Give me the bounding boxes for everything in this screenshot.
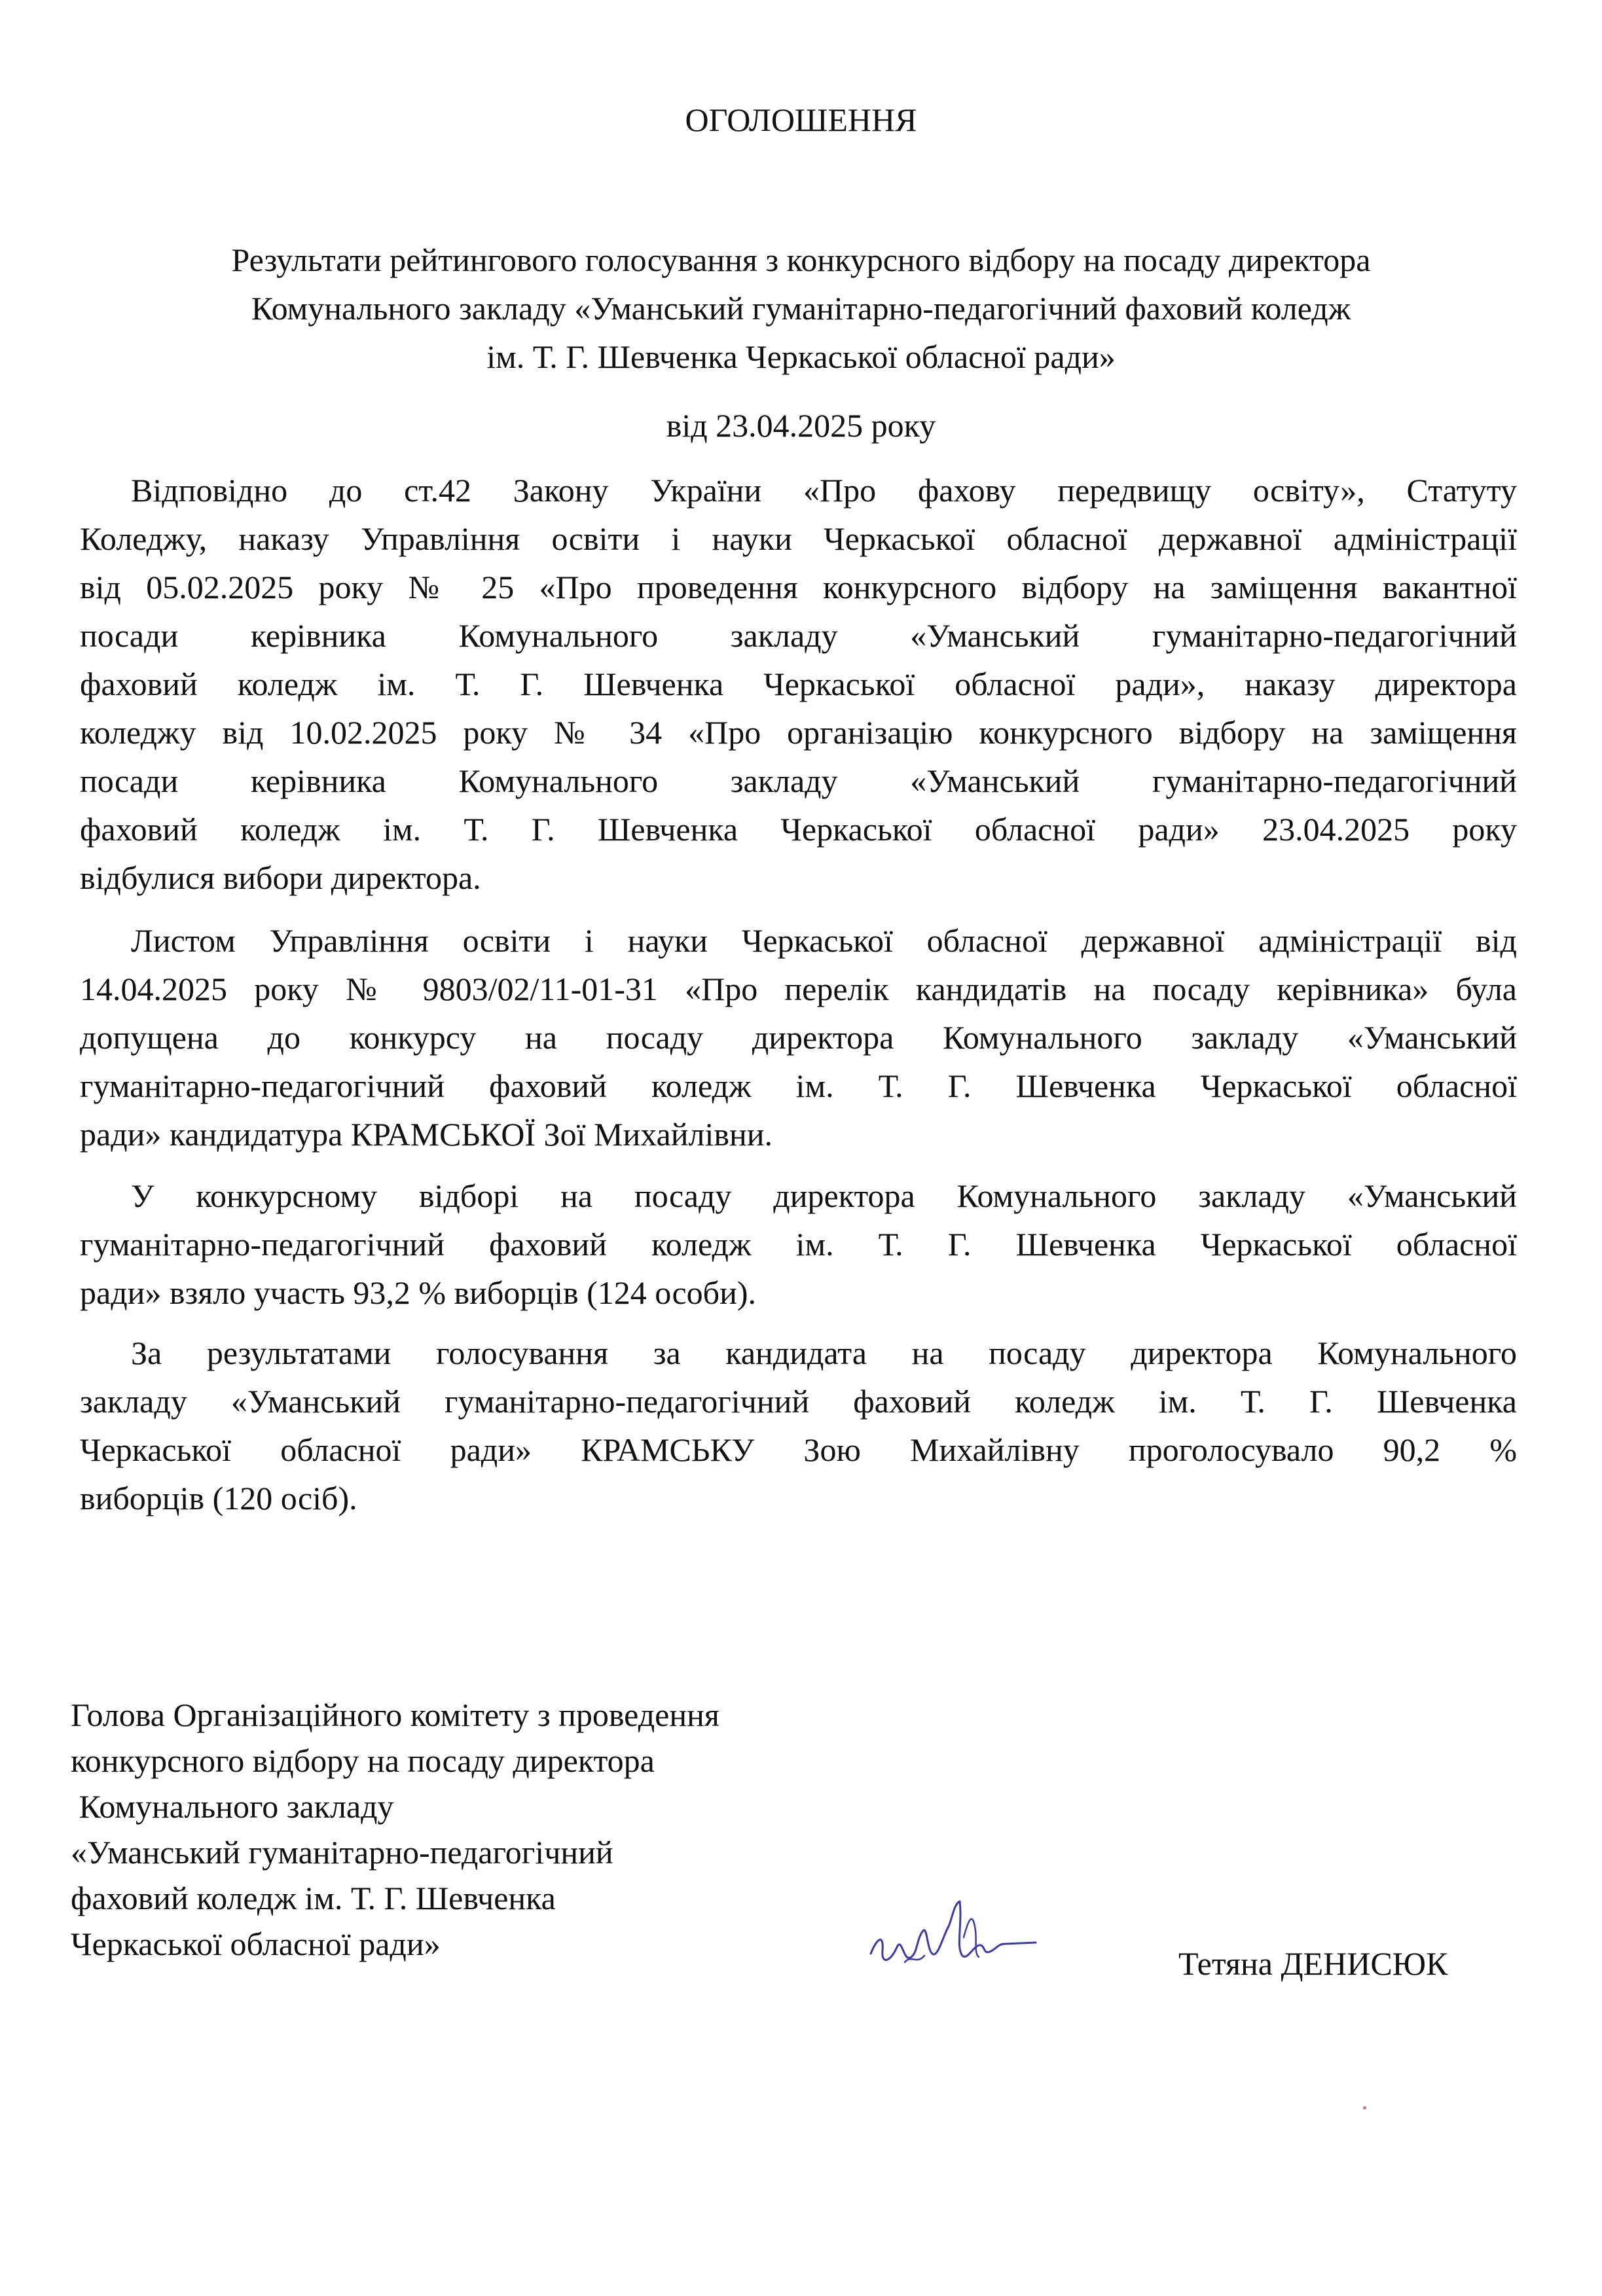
paragraph-line: посади керівника Комунального закладу «Уманський гуманітарно-педагогічний <box>80 762 1517 799</box>
document-date: від 23.04.2025 року <box>666 407 936 444</box>
paragraph-line: виборців (120 осіб). <box>80 1480 357 1516</box>
signatory-position-line: Комунального закладу <box>71 1788 394 1825</box>
paragraph-line: Коледжу, наказу Управління освіти і науки Черкаської обласної державної адміністрації <box>80 520 1517 557</box>
paragraph-line: закладу «Уманський гуманітарно-педагогічний фаховий коледж ім. Т. Г. Шевченка <box>80 1383 1517 1420</box>
paragraph-line: Відповідно до ст.42 Закону України «Про фахову передвищу освіту», Статуту <box>131 472 1517 509</box>
subtitle-line: Комунального закладу «Уманський гуманітарно-педагогічний фаховий коледж <box>251 290 1351 327</box>
document-subtitle <box>98 236 1504 381</box>
signatory-position-line: Голова Організаційного комітету з проведення <box>71 1696 719 1733</box>
paragraph-line: ради» взяло участь 93,2 % виборців (124 особи). <box>80 1274 757 1311</box>
paragraph-line: посади керівника Комунального закладу «Уманський гуманітарно-педагогічний <box>80 617 1517 654</box>
paragraph-line: Листом Управління освіти і науки Черкаської обласної державної адміністрації від <box>131 922 1517 959</box>
paragraph-line: відбулися вибори директора. <box>80 859 481 896</box>
paragraph-line: фаховий коледж ім. Т. Г. Шевченка Черкаської обласної ради», наказу директора <box>80 666 1517 702</box>
paragraph-line: У конкурсному відборі на посаду директора Комунального закладу «Уманський <box>131 1177 1517 1214</box>
paragraph-turnout <box>80 1172 1517 1317</box>
paragraph-line: допущена до конкурсу на посаду директора Комунального закладу «Уманський <box>80 1019 1517 1056</box>
paragraph-line: гуманітарно-педагогічний фаховий коледж ім. Т. Г. Шевченка Черкаської обласної <box>80 1067 1517 1104</box>
paragraph-line: коледжу від 10.02.2025 року № 34 «Про організацію конкурсного відбору на заміщення <box>80 714 1517 751</box>
subtitle-line: Результати рейтингового голосування з конкурсного відбору на посаду директора <box>231 242 1371 278</box>
signatory-position-line: конкурсного відбору на посаду директора <box>71 1742 655 1779</box>
paragraph-line: ради» кандидатура КРАМСЬКОЇ Зої Михайлівни. <box>80 1116 773 1153</box>
subtitle-line: ім. Т. Г. Шевченка Черкаської обласної ради» <box>486 338 1116 375</box>
paragraph-line: Черкаської обласної ради» КРАМСЬКУ Зою Михайлівну проголосувало 90,2 % <box>80 1431 1517 1468</box>
signatory-position <box>71 1692 719 1967</box>
signatory-position-line: фаховий коледж ім. Т. Г. Шевченка <box>71 1880 556 1916</box>
paragraph-line: За результатами голосування за кандидата на посаду директора Комунального <box>131 1335 1517 1371</box>
paragraph-line: від 05.02.2025 року № 25 «Про проведення конкурсного відбору на заміщення вакантної <box>80 569 1517 605</box>
signatory-position-line: «Уманський гуманітарно-педагогічний <box>71 1834 613 1871</box>
scan-speck <box>1363 2106 1366 2109</box>
paragraph-line: гуманітарно-педагогічний фаховий коледж ім. Т. Г. Шевченка Черкаської обласної <box>80 1226 1517 1263</box>
signature-stroke <box>871 1901 1036 1960</box>
handwritten-signature <box>864 1892 1041 1983</box>
paragraph-vote-result <box>80 1329 1517 1522</box>
signer-name: Тетяна ДЕНИСЮК <box>1178 1945 1448 1982</box>
document-title: ОГОЛОШЕННЯ <box>685 101 917 138</box>
paragraph-line: 14.04.2025 року № 9803/02/11-01-31 «Про перелік кандидатів на посаду керівника» була <box>80 971 1517 1007</box>
paragraph-candidate-admission <box>80 916 1517 1158</box>
paragraph-line: фаховий коледж ім. Т. Г. Шевченка Черкаської обласної ради» 23.04.2025 року <box>80 811 1517 848</box>
paragraph-legal-basis <box>80 466 1517 902</box>
signatory-position-line: Черкаської обласної ради» <box>71 1926 441 1962</box>
